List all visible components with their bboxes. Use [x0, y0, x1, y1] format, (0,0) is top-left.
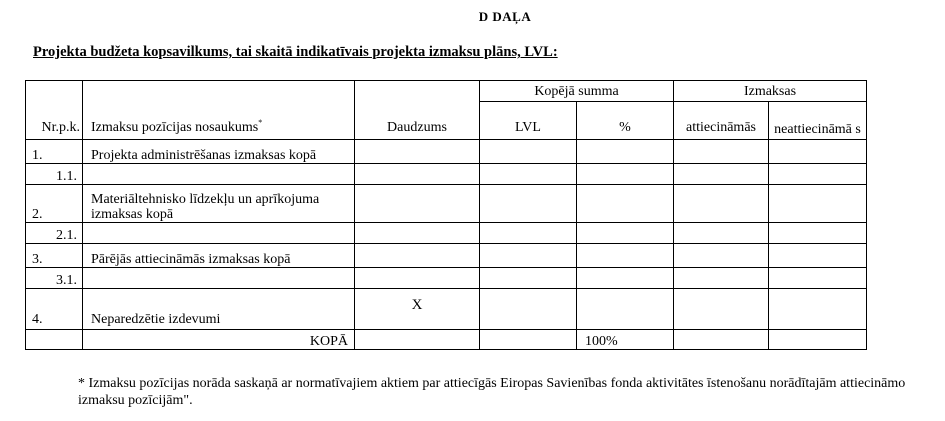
table-row [26, 185, 867, 223]
row-pct [577, 185, 674, 223]
table-row [26, 289, 867, 330]
header-nr: Nr.p.k. [26, 81, 83, 140]
row-lvl [480, 268, 577, 289]
row-nr: 3.1. [26, 268, 83, 289]
row-qty [355, 185, 480, 223]
row-name [83, 164, 355, 185]
total-row [26, 330, 867, 350]
row-eligible [674, 289, 769, 330]
row-ineligible [769, 185, 867, 223]
header-total-group: Kopējā summa [480, 81, 674, 102]
row-ineligible [769, 164, 867, 185]
total-qty [355, 330, 480, 350]
row-ineligible [769, 289, 867, 330]
footnote: * Izmaksu pozīcijas norāda saskaņā ar normatīvajiem aktiem par attiecīgās Eiropas Savienības fonda aktivitātes īstenošanu norādītajām attiecināmo izmaksu pozīcijām". [78, 376, 906, 408]
row-pct [577, 140, 674, 164]
table-row [26, 164, 867, 185]
table-row [26, 268, 867, 289]
table-row [26, 223, 867, 244]
header-pct: % [577, 102, 674, 140]
row-lvl [480, 140, 577, 164]
row-pct [577, 268, 674, 289]
budget-table [25, 80, 867, 350]
header-name-text: Izmaksu pozīcijas nosaukums [91, 120, 259, 135]
total-label: KOPĀ [83, 330, 355, 350]
row-nr: 2. [26, 185, 83, 223]
total-ineligible [769, 330, 867, 350]
row-name: Materiāltehnisko līdzekļu un aprīkojuma izmaksas kopā [83, 185, 355, 223]
row-eligible [674, 268, 769, 289]
header-ineligible: neattiecināmā s [769, 102, 867, 140]
row-pct [577, 244, 674, 268]
row-nr: 3. [26, 244, 83, 268]
total-pct: 100% [577, 330, 674, 350]
total-nr [26, 330, 83, 350]
row-lvl [480, 164, 577, 185]
row-ineligible [769, 223, 867, 244]
row-qty [355, 140, 480, 164]
header-qty: Daudzums [355, 81, 480, 140]
row-lvl [480, 289, 577, 330]
row-lvl [480, 223, 577, 244]
row-name [83, 223, 355, 244]
row-ineligible [769, 268, 867, 289]
row-qty: X [355, 289, 480, 330]
row-name [83, 268, 355, 289]
total-lvl [480, 330, 577, 350]
row-name: Neparedzētie izdevumi [83, 289, 355, 330]
row-nr: 1.1. [26, 164, 83, 185]
header-lvl: LVL [480, 102, 577, 140]
header-name-mark: * [258, 118, 263, 127]
row-lvl [480, 244, 577, 268]
row-pct [577, 289, 674, 330]
header-name [83, 81, 355, 140]
total-eligible [674, 330, 769, 350]
row-qty [355, 244, 480, 268]
row-eligible [674, 140, 769, 164]
row-ineligible [769, 244, 867, 268]
row-qty [355, 223, 480, 244]
budget-subtitle: Projekta budžeta kopsavilkums, tai skaitā indikatīvais projekta izmaksu plāns, LVL: [33, 44, 558, 60]
row-nr: 1. [26, 140, 83, 164]
header-costs-group: Izmaksas [674, 81, 867, 102]
header-row-1 [26, 81, 867, 102]
row-name: Pārējās attiecināmās izmaksas kopā [83, 244, 355, 268]
row-name: Projekta administrēšanas izmaksas kopā [83, 140, 355, 164]
row-qty [355, 164, 480, 185]
row-pct [577, 164, 674, 185]
row-eligible [674, 185, 769, 223]
row-nr: 2.1. [26, 223, 83, 244]
row-pct [577, 223, 674, 244]
table-row [26, 244, 867, 268]
table-row [26, 140, 867, 164]
row-nr: 4. [26, 289, 83, 330]
section-title: D DAĻA [478, 9, 532, 24]
row-ineligible [769, 140, 867, 164]
header-eligible: attiecināmās [674, 102, 769, 140]
row-eligible [674, 164, 769, 185]
row-eligible [674, 223, 769, 244]
row-qty [355, 268, 480, 289]
row-eligible [674, 244, 769, 268]
row-lvl [480, 185, 577, 223]
